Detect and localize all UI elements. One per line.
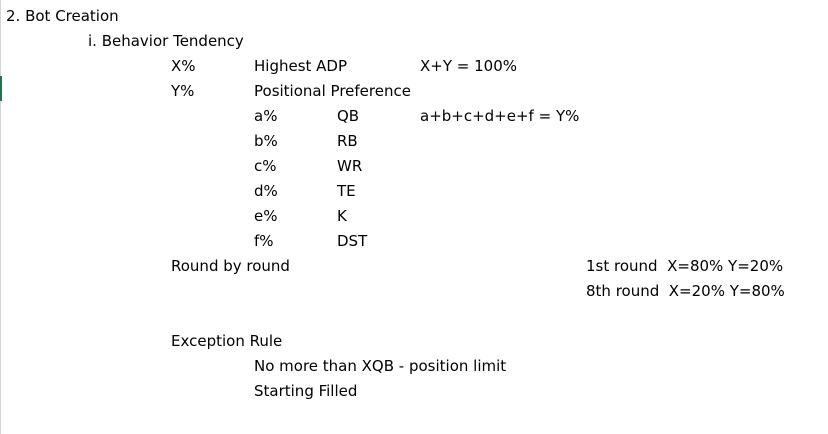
position-name: TE bbox=[337, 182, 356, 200]
section-subtitle: i. Behavior Tendency bbox=[88, 32, 244, 50]
exception-item: Starting Filled bbox=[254, 382, 358, 400]
exception-item: No more than XQB - position limit bbox=[254, 357, 507, 375]
exception-rule-title: Exception Rule bbox=[171, 332, 283, 350]
first-round-rule: 1st round X=80% Y=20% bbox=[586, 257, 784, 275]
position-name: K bbox=[337, 207, 347, 225]
sheet-left-border bbox=[0, 0, 1, 434]
y-variable: Y% bbox=[171, 82, 195, 100]
position-name: DST bbox=[337, 232, 368, 250]
position-name: RB bbox=[337, 132, 358, 150]
active-row-marker bbox=[0, 76, 2, 101]
y-label: Positional Preference bbox=[254, 82, 411, 100]
position-variable: d% bbox=[254, 182, 278, 200]
position-variable: f% bbox=[254, 232, 274, 250]
position-name: WR bbox=[337, 157, 363, 175]
position-name: QB bbox=[337, 107, 360, 125]
position-variable: c% bbox=[254, 157, 277, 175]
sum-rule: X+Y = 100% bbox=[420, 57, 517, 75]
eighth-round-rule: 8th round X=20% Y=80% bbox=[586, 282, 785, 300]
round-by-round-label: Round by round bbox=[171, 257, 290, 275]
x-variable: X% bbox=[171, 57, 196, 75]
position-variable: e% bbox=[254, 207, 278, 225]
position-variable: a% bbox=[254, 107, 278, 125]
x-label: Highest ADP bbox=[254, 57, 348, 75]
position-variable: b% bbox=[254, 132, 278, 150]
position-sum-rule: a+b+c+d+e+f = Y% bbox=[420, 107, 580, 125]
section-title: 2. Bot Creation bbox=[6, 7, 119, 25]
